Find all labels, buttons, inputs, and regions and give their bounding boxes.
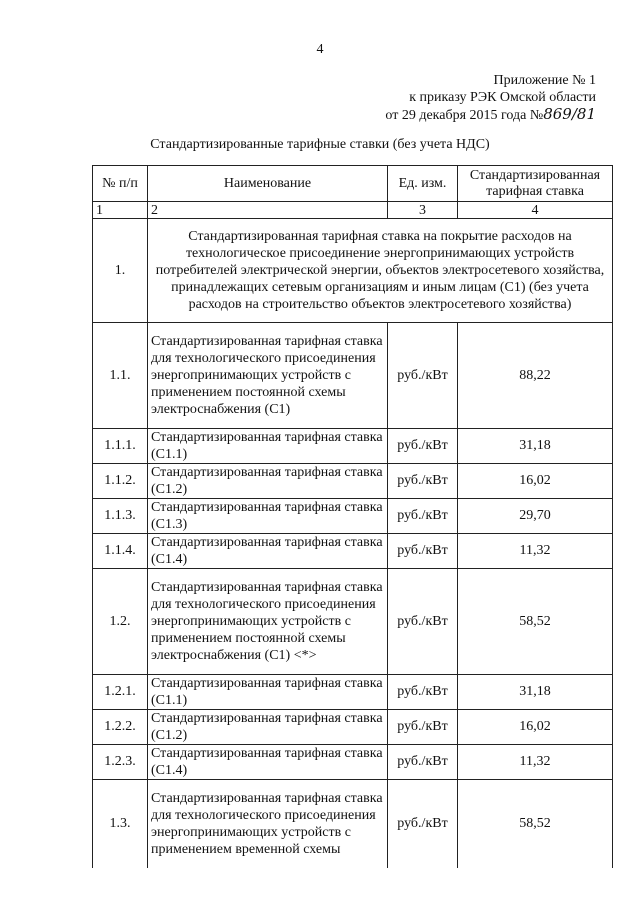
table-row bbox=[93, 323, 613, 429]
row-number: 1.2. bbox=[93, 569, 148, 675]
row-value: 16,02 bbox=[458, 464, 613, 499]
row-unit: руб./кВт bbox=[388, 534, 458, 569]
column-number-row bbox=[93, 202, 613, 219]
table-row bbox=[93, 780, 613, 868]
row-value: 29,70 bbox=[458, 499, 613, 534]
row-name: Стандартизированная тарифная ставка (С1.2) bbox=[148, 710, 388, 745]
row-name: Стандартизированная тарифная ставка для технологического присоединения энергопринимающих устройств с применением постоянной схемы электроснабжения (С1) <*> bbox=[148, 569, 388, 675]
row-unit: руб./кВт bbox=[388, 323, 458, 429]
appendix-line-1: Приложение № 1 bbox=[493, 73, 596, 88]
column-number-3: 3 bbox=[388, 202, 458, 219]
order-number-handwritten: 869/81 bbox=[543, 105, 596, 123]
row-number: 1.2.1. bbox=[93, 675, 148, 710]
column-number-1: 1 bbox=[93, 202, 148, 219]
tariff-table bbox=[92, 165, 613, 868]
table-row bbox=[93, 499, 613, 534]
row-unit: руб./кВт bbox=[388, 464, 458, 499]
row-name: Стандартизированная тарифная ставка (С1.4) bbox=[148, 745, 388, 780]
row-unit: руб./кВт bbox=[388, 675, 458, 710]
row-value: 31,18 bbox=[458, 675, 613, 710]
row-name: Стандартизированная тарифная ставка для технологического присоединения энергопринимающих устройств с применением временной схемы bbox=[148, 780, 388, 868]
table-row bbox=[93, 464, 613, 499]
row-value: 88,22 bbox=[458, 323, 613, 429]
row-name: Стандартизированная тарифная ставка для технологического присоединения энергопринимающих устройств с применением постоянной схемы электроснабжения (С1) bbox=[148, 323, 388, 429]
row-name: Стандартизированная тарифная ставка (С1.4) bbox=[148, 534, 388, 569]
table-row bbox=[93, 534, 613, 569]
row-number: 1.2.2. bbox=[93, 710, 148, 745]
table-row bbox=[93, 675, 613, 710]
row-name: Стандартизированная тарифная ставка (С1.2) bbox=[148, 464, 388, 499]
appendix-line-2: к приказу РЭК Омской области bbox=[409, 90, 596, 105]
column-number-4: 4 bbox=[458, 202, 613, 219]
section-number: 1. bbox=[93, 219, 148, 323]
row-unit: руб./кВт bbox=[388, 710, 458, 745]
header-name: Наименование bbox=[148, 166, 388, 202]
row-number: 1.1. bbox=[93, 323, 148, 429]
row-number: 1.1.3. bbox=[93, 499, 148, 534]
row-number: 1.2.3. bbox=[93, 745, 148, 780]
header-rate: Стандартизированная тарифная ставка bbox=[458, 166, 613, 202]
row-value: 31,18 bbox=[458, 429, 613, 464]
table-row bbox=[93, 710, 613, 745]
row-value: 11,32 bbox=[458, 534, 613, 569]
table-row bbox=[93, 429, 613, 464]
row-name: Стандартизированная тарифная ставка (С1.1) bbox=[148, 675, 388, 710]
row-number: 1.3. bbox=[93, 780, 148, 868]
appendix-line-3 bbox=[385, 106, 596, 124]
row-value: 58,52 bbox=[458, 569, 613, 675]
column-number-2: 2 bbox=[148, 202, 388, 219]
section-row bbox=[93, 219, 613, 323]
row-unit: руб./кВт bbox=[388, 429, 458, 464]
appendix-date: от 29 декабря 2015 года № bbox=[385, 108, 544, 123]
row-unit: руб./кВт bbox=[388, 745, 458, 780]
row-unit: руб./кВт bbox=[388, 499, 458, 534]
table-row bbox=[93, 569, 613, 675]
row-number: 1.1.2. bbox=[93, 464, 148, 499]
document-title: Стандартизированные тарифные ставки (без учета НДС) bbox=[150, 137, 490, 152]
table-row bbox=[93, 745, 613, 780]
header-unit: Ед. изм. bbox=[388, 166, 458, 202]
row-value: 58,52 bbox=[458, 780, 613, 868]
header-number: № п/п bbox=[93, 166, 148, 202]
table-header-row bbox=[93, 166, 613, 202]
section-description: Стандартизированная тарифная ставка на покрытие расходов на технологическое присоединение энергопринимающих устройств потребителей электрической энергии, объектов электросетевого хозяйства, принадлежащих сетевым организациям и иным лицам (С1) (без учета расходов на строительство объектов электросетевого хозяйства) bbox=[148, 219, 613, 323]
row-value: 11,32 bbox=[458, 745, 613, 780]
row-unit: руб./кВт bbox=[388, 780, 458, 868]
appendix-header bbox=[385, 72, 596, 124]
row-number: 1.1.1. bbox=[93, 429, 148, 464]
row-name: Стандартизированная тарифная ставка (С1.1) bbox=[148, 429, 388, 464]
row-unit: руб./кВт bbox=[388, 569, 458, 675]
row-value: 16,02 bbox=[458, 710, 613, 745]
row-number: 1.1.4. bbox=[93, 534, 148, 569]
row-name: Стандартизированная тарифная ставка (С1.3) bbox=[148, 499, 388, 534]
page-number: 4 bbox=[316, 42, 324, 57]
